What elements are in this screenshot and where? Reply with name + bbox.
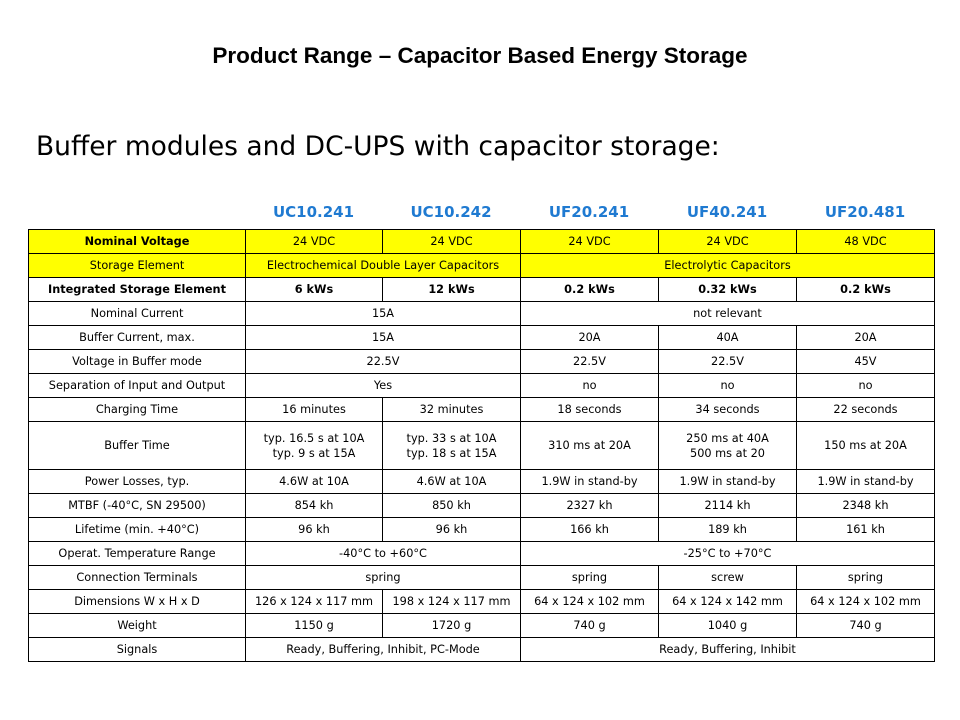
table-cell: 189 kh <box>659 518 797 542</box>
table-cell: 45V <box>797 350 935 374</box>
page-title: Product Range – Capacitor Based Energy Storage <box>212 43 748 68</box>
table-row-connection-terminals <box>29 566 935 590</box>
table-row-integrated-storage <box>29 278 935 302</box>
table-row-buffer-time <box>29 422 935 470</box>
table-cell: 2327 kh <box>521 494 659 518</box>
table-row-storage-element <box>29 254 935 278</box>
table-cell: 1.9W in stand-by <box>797 470 935 494</box>
table-row-nominal-current <box>29 302 935 326</box>
table-cell: 40A <box>659 326 797 350</box>
cell-line: 150 ms at 20A <box>824 439 907 452</box>
table-cell: no <box>521 374 659 398</box>
table-cell: 24 VDC <box>246 230 383 254</box>
row-label: Buffer Time <box>29 422 246 470</box>
table-cell <box>521 422 659 470</box>
table-cell: 850 kh <box>383 494 521 518</box>
table-cell: -40°C to +60°C <box>246 542 521 566</box>
table-cell: 6 kWs <box>246 278 383 302</box>
table-cell: 64 x 124 x 142 mm <box>659 590 797 614</box>
table-row-dimensions <box>29 590 935 614</box>
table-cell: 0.2 kWs <box>797 278 935 302</box>
row-label: Nominal Current <box>29 302 246 326</box>
table-cell: 4.6W at 10A <box>246 470 383 494</box>
table-row-signals <box>29 638 935 662</box>
table-cell <box>246 422 383 470</box>
cell-line: 250 ms at 40A <box>686 431 769 445</box>
cell-line: typ. 9 s at 15A <box>272 446 356 460</box>
table-row-temperature <box>29 542 935 566</box>
table-cell: 854 kh <box>246 494 383 518</box>
table-cell: spring <box>521 566 659 590</box>
row-label: Voltage in Buffer mode <box>29 350 246 374</box>
table-cell: 4.6W at 10A <box>383 470 521 494</box>
table-row-lifetime <box>29 518 935 542</box>
table-cell: 1720 g <box>383 614 521 638</box>
model-header-uc10-242: UC10.242 <box>410 203 492 221</box>
table-row-charging-time <box>29 398 935 422</box>
table-cell: 64 x 124 x 102 mm <box>797 590 935 614</box>
table-cell: 740 g <box>521 614 659 638</box>
model-header-uf20-481: UF20.481 <box>824 203 906 221</box>
row-label: Weight <box>29 614 246 638</box>
table-cell: 18 seconds <box>521 398 659 422</box>
table-cell: 126 x 124 x 117 mm <box>246 590 383 614</box>
row-label: Dimensions W x H x D <box>29 590 246 614</box>
table-cell <box>383 422 521 470</box>
table-cell: 96 kh <box>246 518 383 542</box>
cell-line: 310 ms at 20A <box>548 439 631 452</box>
row-label: Power Losses, typ. <box>29 470 246 494</box>
model-header-row <box>0 203 960 229</box>
table-cell: 22.5V <box>521 350 659 374</box>
table-cell: Electrolytic Capacitors <box>521 254 935 278</box>
table-cell: 0.32 kWs <box>659 278 797 302</box>
row-label: Connection Terminals <box>29 566 246 590</box>
table-cell: no <box>659 374 797 398</box>
table-cell: no <box>797 374 935 398</box>
cell-line: typ. 33 s at 10A <box>406 431 497 445</box>
table-cell: Ready, Buffering, Inhibit, PC-Mode <box>246 638 521 662</box>
table-cell: 161 kh <box>797 518 935 542</box>
table-cell: 24 VDC <box>383 230 521 254</box>
table-cell: 12 kWs <box>383 278 521 302</box>
row-label: Storage Element <box>29 254 246 278</box>
table-cell: 198 x 124 x 117 mm <box>383 590 521 614</box>
table-cell: 1150 g <box>246 614 383 638</box>
table-cell: 24 VDC <box>521 230 659 254</box>
table-cell: 64 x 124 x 102 mm <box>521 590 659 614</box>
table-cell: 2114 kh <box>659 494 797 518</box>
table-row-power-losses <box>29 470 935 494</box>
model-header-uc10-241: UC10.241 <box>272 203 355 221</box>
row-label: MTBF (-40°C, SN 29500) <box>29 494 246 518</box>
table-cell <box>659 422 797 470</box>
cell-line: typ. 16.5 s at 10A <box>263 431 365 445</box>
table-cell: 0.2 kWs <box>521 278 659 302</box>
cell-line: 500 ms at 20 <box>690 446 765 460</box>
table-row-weight <box>29 614 935 638</box>
table-row-voltage-buffer-mode <box>29 350 935 374</box>
table-cell: 96 kh <box>383 518 521 542</box>
row-label: Charging Time <box>29 398 246 422</box>
table-cell: 48 VDC <box>797 230 935 254</box>
table-cell: 34 seconds <box>659 398 797 422</box>
row-label: Signals <box>29 638 246 662</box>
table-cell: 24 VDC <box>659 230 797 254</box>
table-cell: Electrochemical Double Layer Capacitors <box>246 254 521 278</box>
row-label: Separation of Input and Output <box>29 374 246 398</box>
table-cell: 2348 kh <box>797 494 935 518</box>
row-label: Buffer Current, max. <box>29 326 246 350</box>
table-cell: screw <box>659 566 797 590</box>
table-cell: 740 g <box>797 614 935 638</box>
spec-table <box>28 229 935 662</box>
table-cell: 1.9W in stand-by <box>521 470 659 494</box>
table-cell: 22.5V <box>659 350 797 374</box>
table-cell: 15A <box>246 302 521 326</box>
table-cell: 20A <box>521 326 659 350</box>
table-cell: not relevant <box>521 302 935 326</box>
table-cell: 166 kh <box>521 518 659 542</box>
row-label: Operat. Temperature Range <box>29 542 246 566</box>
row-label: Integrated Storage Element <box>29 278 246 302</box>
page-subtitle: Buffer modules and DC-UPS with capacitor storage: <box>36 131 720 162</box>
table-cell: 1.9W in stand-by <box>659 470 797 494</box>
table-cell: Ready, Buffering, Inhibit <box>521 638 935 662</box>
table-cell: 22 seconds <box>797 398 935 422</box>
table-cell: 15A <box>246 326 521 350</box>
row-label: Nominal Voltage <box>29 230 246 254</box>
cell-line: typ. 18 s at 15A <box>406 446 497 460</box>
table-cell: 22.5V <box>246 350 521 374</box>
row-label: Lifetime (min. +40°C) <box>29 518 246 542</box>
table-cell: 32 minutes <box>383 398 521 422</box>
table-row-separation <box>29 374 935 398</box>
table-row-buffer-current <box>29 326 935 350</box>
model-header-uf40-241: UF40.241 <box>686 203 768 221</box>
table-row-mtbf <box>29 494 935 518</box>
table-cell <box>797 422 935 470</box>
table-cell: spring <box>246 566 521 590</box>
table-cell: -25°C to +70°C <box>521 542 935 566</box>
table-cell: spring <box>797 566 935 590</box>
table-cell: Yes <box>246 374 521 398</box>
model-header-uf20-241: UF20.241 <box>548 203 630 221</box>
table-cell: 20A <box>797 326 935 350</box>
table-cell: 16 minutes <box>246 398 383 422</box>
table-row-nominal-voltage <box>29 230 935 254</box>
table-cell: 1040 g <box>659 614 797 638</box>
